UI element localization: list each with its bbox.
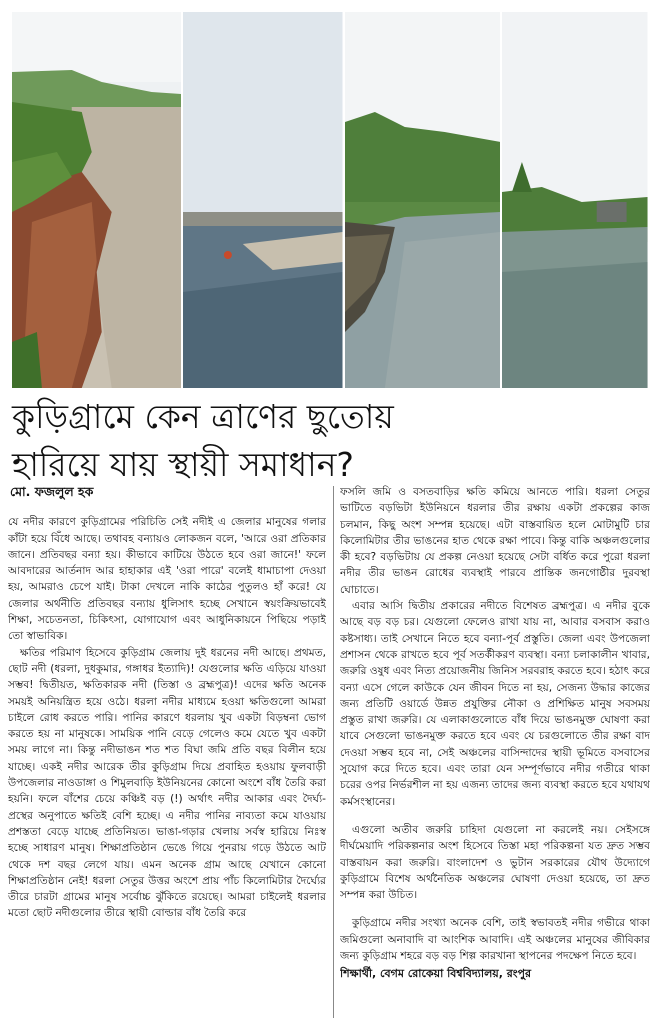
paragraph: ফসলি জমি ও বসতবাড়ির ক্ষতি কমিয়ে আনতে পারি। ধরলা সেতুর ভাটিতে বড়ভিটা ইউনিয়নে ধরলার তীর রক্ষায় একটা প্রকল্পের কাজ চলমান, কিছু অংশ সম্পন্ন হয়েছে। এটা বাস্তবায়িত হলে মোটামুটি চার কিলোমিটার তীর ভাঙনের হাত থেকে রক্ষা পাবে। কিন্তু বাকি অঞ্চলগুলোর কী হবে? বড়ভিটায় যে প্রকল্প নেওয়া হয়েছে সেটা বর্ধিত করে পুরো ধরলা নদীর তীর ভাঙন রোধের ব্যবস্থাই পারবে প্রান্তিক জনগোষ্ঠীর দুরবস্থা ঘোচাতে। bbox=[340, 486, 650, 596]
author-affiliation: শিক্ষার্থী, বেগম রোকেয়া বিশ্ববিদ্যালয়, রংপুর bbox=[340, 967, 532, 981]
byline: মো. ফজলুল হক bbox=[10, 484, 94, 499]
article-body bbox=[8, 484, 650, 1020]
headline bbox=[12, 393, 648, 489]
paragraph: এবার আসি দ্বিতীয় প্রকারের নদীতে বিশেষত ব্রহ্মপুত্র। এ নদীর বুকে আছে বড় বড় চর। যেগুলো ফেলেও রাখা যায় না, আবার বসবাস করাও কষ্টসাধ্য। তাই সেখানে নিতে হবে বন্যা-পূর্ব প্রস্তুতি। জেলা এবং উপজেলা প্রশাসন থেকে রাখতে হবে পূর্ব সতর্কীকরণ ব্যবস্থা। বন্যা চলাকালীন খাবার, জরুরি ওষুধ এবং নিত্য প্রয়োজনীয় জিনিস সরবরাহ করতে হবে। হঠাৎ করে বন্যা এসে গেলে কাউকে যেন জীবন দিতে না হয়, সেজন্য উদ্ধার কাজের জন্য প্রতিটি ওয়ার্ডে উন্নত প্রযুক্তির নৌকা ও প্রশিক্ষিত মানুষ সবসময় প্রস্তুত রাখা জরুরি। যে এলাকাগুলোতে বাঁধ দিয়ে ভাঙনমুক্ত ঘোষণা করা যাবে সেগুলো ভাঙনমুক্ত করতে হবে এবং যে চরগুলোতে তীর রক্ষা বাদ দেওয়া সম্ভব হবে না, সেই অঞ্চলের বাসিন্দাদের স্থায়ী ভূমিতে বসবাসের সুযোগ করে দিতে হবে। এবং তারা যেন সম্পূর্ণভাবে নদীর গতীরে থাকা চরের ওপর নির্ভরশীল না হয় এজন্য তাদের জন্য ব্যবস্থা করতে হবে যথাযথ কর্মসংস্থানের। bbox=[340, 600, 650, 808]
paragraph: কুড়িগ্রামে নদীর সংখ্যা অনেক বেশি, তাই স্বভাবতই নদীর গভীরে থাকা জমিগুলো অনাবাদি বা আংশিক আবাদি। এই অঞ্চলের মানুষের জীবিকার জন্য কুড়িগ্রাম শহরে বড় বড় শিল্প কারখানা স্থাপনের পদক্ষেপ নিতে হবে। bbox=[340, 917, 650, 963]
left-column bbox=[8, 484, 326, 922]
photo-strip bbox=[12, 12, 648, 388]
eroding-village-bank-photo bbox=[345, 12, 501, 388]
flooded-village-photo bbox=[502, 12, 648, 388]
paragraph: যে নদীর কারণে কুড়িগ্রামের পরিচিতি সেই নদীই এ জেলার মানুষের গলার কাঁটা হয়ে বিঁধে আছে। তথাবহ বন্যায়ও লোকজন বলে, 'আরে ওরা প্রতিকার জানে। প্রতিবছর বন্যা হয়। কীভাবে কাটিয়ে উঠতে হবে ওরা জানে!' ফলে আবদারের আর্তনাদ আর হাহাকার এই 'ওরা পারে' বলেই ধামাচাপা দেওয়া হয়, আমরাও চেপে যাই। টাকা দেখলে নাকি কাঠের পুতুলও হাঁ করে! যে জেলার অর্থনীতি প্রতিবছর বন্যায় ধুলিসাৎ হচ্ছে সেখানে স্বয়ংক্রিয়ভাবেই শিক্ষা, সচেতনতা, চিকিৎসা, যোগাযোগ এবং আধুনিকায়নে পিছিয়ে পড়াই তো স্বাভাবিক। bbox=[8, 516, 326, 643]
headline-line-1: কুড়িগ্রামে কেন ত্রাণের ছুতোয় bbox=[12, 397, 394, 436]
paragraph: এগুলো অতীব জরুরি চাহিদা যেগুলো না করলেই নয়। সেইসঙ্গে দীর্ঘমেয়াদি পরিকল্পনার অংশ হিসেবে তিস্তা মহা পরিকল্পনা যত দ্রুত সম্ভব বাস্তবায়ন করা জরুরি। বাংলাদেশ ও ভুটান সরকারের যৌথ উদ্যোগে কুড়িগ্রামে বিশেষ অর্থনৈতিক অঞ্চলের ঘোষণা দেওয়া হয়েছে, তা দ্রুত সম্পন্ন করা উচিত। bbox=[340, 823, 650, 902]
riverbank-erosion-cliff-photo bbox=[12, 12, 181, 388]
flood-river-boat-photo bbox=[183, 12, 343, 388]
paragraph: ক্ষতির পরিমাণ হিসেবে কুড়িগ্রাম জেলায় দুই ধরনের নদী আছে। প্রথমত, ছোট নদী (ধরলা, দুধকুমার, গঙ্গাধর ইত্যাদি)! যেগুলোর ক্ষতি এড়িয়ে যাওয়া সম্ভব! দ্বিতীয়ত, ক্ষতিকারক নদী (তিস্তা ও ব্রহ্মপুত্র)! এদের ক্ষতি অনেক সময়ই অনিয়ন্ত্রিত হয়ে ওঠে। ধরলা নদীর মাধ্যমে হওয়া ক্ষতিগুলো আমরা চাইলে রোধ করতে পারি। পানির কারণে ধরলায় খুব একটা বিড়ম্বনা ভোগ করতে হয় না মানুষকে। সাময়িক পানি বেড়ে গেলেও কমে যেতে খুব একটা সময় লাগে না। কিন্তু নদীভাঙন শত শত বিঘা জমি প্রতি বছর বিলীন হয়ে যাচ্ছে। একই নদীর আরেক তীর কুড়িগ্রাম দিয়ে প্রবাহিত হওয়ায় ফুলবাড়ী উপজেলার নাওডাঙ্গা ও শিমুলবাড়ি ইউনিয়নের কোনো অংশে বাঁধ তৈরি করা হয়নি। ফলে বাঁশের চেয়ে কঞ্চিই বড় (!) অর্থাৎ নদীর আকার এবং দৈর্ঘ্য-প্রস্থের অনুপাতে ক্ষতিই বেশি হচ্ছে। এ নদীর পানির নাব্যতা কমে যাওয়ায় প্রশস্ততা বেড়ে যাচ্ছে প্রতিনিয়ত। ভাঙা-গড়ার খেলায় সর্বস্ব হারিয়ে নিঃস্ব হচ্ছে সাধারণ মানুষ। শিক্ষাপ্রতিষ্ঠান ভেঙে গিয়ে পুনরায় গড়ে উঠতে আট থেকে দশ বছর লেগে যায়। এমন অনেক গ্রাম আছে যেখানে কোনো শিক্ষাপ্রতিষ্ঠান নেই! ধরলা সেতুর উত্তর অংশে প্রায় পাঁচ কিলোমিটার দৈর্ঘ্যের তীরে চারটা গ্রামের মানুষ সর্বোচ্চ ঝুঁকিতে রয়েছে। আমরা চাইলেই ধরলার মতো ছোট নদীগুলোর তীরে স্থায়ী বোল্ডার বাঁধ তৈরি করে bbox=[8, 646, 326, 920]
column-divider bbox=[333, 486, 334, 1018]
right-column bbox=[340, 484, 650, 983]
headline-line-2: হারিয়ে যায় স্থায়ী সমাধান? bbox=[12, 445, 354, 484]
